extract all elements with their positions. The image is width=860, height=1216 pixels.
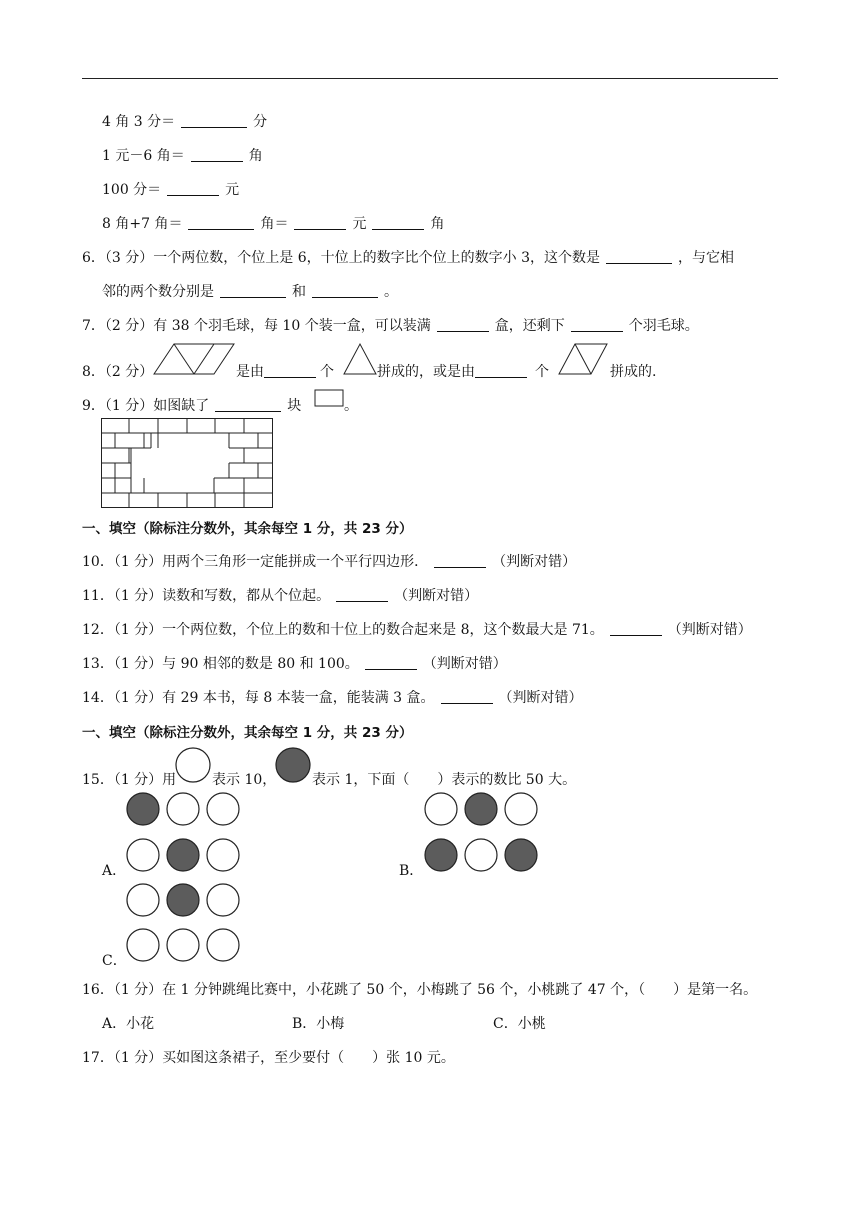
header-rule <box>82 78 778 79</box>
answer-blank[interactable] <box>264 363 316 378</box>
option-b-label[interactable]: B． <box>399 863 424 879</box>
section-heading: 一、填空（除标注分数外，其余每空 1 分，共 23 分） <box>82 521 413 537</box>
answer-blank[interactable] <box>365 655 417 670</box>
conversion-line-3 <box>102 179 239 199</box>
question-text: 邻的两个数分别是 <box>102 284 214 300</box>
question-text: 和 <box>292 284 306 300</box>
question-6-cont <box>102 281 398 301</box>
dark-circle-icon <box>274 746 312 784</box>
question-text: 7．（2 分）有 38 个羽毛球，每 10 个装一盒，可以装满 <box>82 318 431 334</box>
question-11: 11．（1 分）读数和写数，都从个位起。 （判断对错） <box>82 588 479 604</box>
answer-blank[interactable] <box>441 689 493 704</box>
parallelogram-icon <box>558 343 608 375</box>
question-9: 9．（1 分）如图缺了 块 <box>82 398 302 414</box>
conversion-line-1 <box>102 111 267 131</box>
question-12: 12．（1 分）一个两位数，个位上的数和十位上的数合起来是 8，这个数最大是 71。 （判断对错） <box>82 622 752 638</box>
question-8-text-3: 拼成的. <box>610 364 657 380</box>
answer-blank[interactable] <box>372 215 424 230</box>
option-b[interactable]: B．小梅 <box>292 1016 345 1032</box>
answer-blank[interactable] <box>167 181 219 196</box>
brick-wall-figure <box>101 418 273 508</box>
conversion-text: 100 分＝ <box>102 182 162 198</box>
option-b-circles[interactable] <box>424 791 540 875</box>
answer-blank[interactable] <box>571 317 623 332</box>
conversion-line-2 <box>102 145 263 165</box>
answer-blank[interactable] <box>336 587 388 602</box>
unit-text: 角＝ <box>260 216 289 232</box>
answer-blank[interactable] <box>475 363 527 378</box>
unit-text: 角 <box>430 216 445 232</box>
answer-blank[interactable] <box>606 249 672 264</box>
question-8-text-1: 是由 个 <box>236 364 334 380</box>
conversion-text: 8 角+7 角＝ <box>102 216 183 232</box>
conversion-line-4 <box>102 213 444 233</box>
answer-blank[interactable] <box>191 147 243 162</box>
unit-text: 角 <box>248 148 263 164</box>
unit-text: 分 <box>253 114 268 130</box>
triangle-strip-figure <box>153 343 235 375</box>
conversion-text: 1 元－6 角＝ <box>102 148 185 164</box>
question-8-text-2: 拼成的，或是由 个 <box>377 364 549 380</box>
white-circle-icon <box>174 746 212 784</box>
answer-blank[interactable] <box>437 317 489 332</box>
question-text: ，与它相 <box>677 250 734 266</box>
question-8-label: 8．（2 分） <box>82 364 154 380</box>
conversion-text: 4 角 3 分＝ <box>102 114 176 130</box>
option-c-circles[interactable] <box>126 882 242 966</box>
question-7 <box>82 315 699 335</box>
answer-blank[interactable] <box>312 283 378 298</box>
question-15-label: 15．（1 分）用 <box>82 772 177 788</box>
answer-blank[interactable] <box>434 553 486 568</box>
question-16: 16．（1 分）在 1 分钟跳绳比赛中，小花跳了 50 个，小梅跳了 56 个，小桃跳了 47 个，（ ）是第一名。 <box>82 982 758 998</box>
question-text: 个羽毛球。 <box>628 318 699 334</box>
option-c[interactable]: C．小桃 <box>493 1016 546 1032</box>
question-6 <box>82 247 734 267</box>
question-17: 17．（1 分）买如图这条裙子，至少要付（ ）张 10 元。 <box>82 1050 455 1066</box>
answer-blank[interactable] <box>220 283 286 298</box>
question-10: 10．（1 分）用两个三角形一定能拼成一个平行四边形． （判断对错） <box>82 554 577 570</box>
answer-blank[interactable] <box>610 621 662 636</box>
triangle-icon <box>343 343 377 375</box>
option-c-label[interactable]: C． <box>102 953 127 969</box>
answer-blank[interactable] <box>215 397 281 412</box>
unit-text: 元 <box>352 216 367 232</box>
answer-blank[interactable] <box>294 215 346 230</box>
answer-blank[interactable] <box>188 215 254 230</box>
question-text: 盒，还剩下 <box>494 318 565 334</box>
question-text: 。 <box>384 284 398 300</box>
question-text: 6．（3 分）一个两位数，个位上是 6，十位上的数字比个位上的数字小 3，这个数是 <box>82 250 600 266</box>
question-14: 14．（1 分）有 29 本书，每 8 本装一盒，能装满 3 盒。 （判断对错） <box>82 690 583 706</box>
brick-icon <box>314 389 344 407</box>
option-a-circles[interactable] <box>126 791 242 875</box>
answer-blank[interactable] <box>181 113 247 128</box>
unit-text: 元 <box>225 182 240 198</box>
question-13: 13．（1 分）与 90 相邻的数是 80 和 100。 （判断对错） <box>82 656 507 672</box>
option-a[interactable]: A．小花 <box>102 1016 155 1032</box>
option-a-label[interactable]: A． <box>102 863 127 879</box>
section-heading: 一、填空（除标注分数外，其余每空 1 分，共 23 分） <box>82 725 413 741</box>
